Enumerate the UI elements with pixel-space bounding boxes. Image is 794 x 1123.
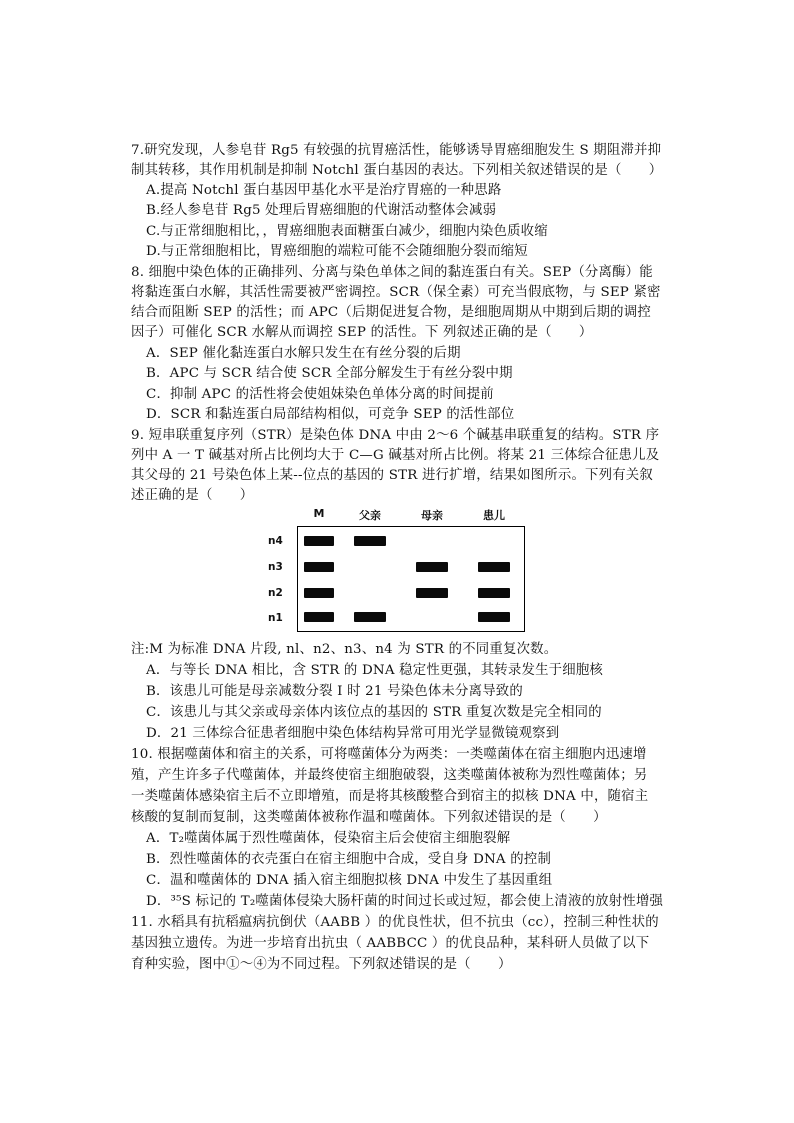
gel-lane-label-child: 患儿 [483,509,505,522]
q9-option-c: C．该患儿与其父亲或母亲体内该位点的基因的 STR 重复次数是完全相同的 [146,705,602,720]
q10-stem-line-4: 核酸的复制而复制，这类噬菌体被称作温和噬菌体。下列叙述错误的是（ ） [131,810,607,825]
q9-figure-note: 注:M 为标准 DNA 片段, nl、n2、n3、n4 为 STR 的不同重复次数。 [131,642,558,657]
gel-band-2-n3 [416,562,448,572]
gel-band-1-n4 [354,536,386,546]
q10-option-d: D．³⁵S 标记的 T₂噬菌体侵染大肠杆菌的时间过长或过短，都会使上清液的放射性增强 [146,894,664,909]
q10-stem-line-1: 10. 根据噬菌体和宿主的关系，可将噬菌体分为两类：一类噬菌体在宿主细胞内迅速增 [131,747,647,762]
gel-lane-label-father: 父亲 [359,509,381,522]
q9-stem-line-1: 9. 短串联重复序列（STR）是染色体 DNA 中由 2～6 个碱基串联重复的结构。STR 序 [131,428,660,443]
gel-band-0-n3 [304,562,334,572]
q9-option-b: B．该患儿可能是母亲减数分裂 I 时 21 号染色体未分离导致的 [146,684,523,699]
q10-option-b: B．烈性噬菌体的衣壳蛋白在宿主细胞中合成，受自身 DNA 的控制 [146,852,552,867]
gel-row-label-n2: n2 [268,587,283,599]
q8-stem-line-3: 结合而阻断 SEP 的活性；而 APC（后期促进复合物，是细胞周期从中期到后期的调控 [131,305,651,320]
q8-stem-line-2: 将黏连蛋白水解，其活性需要被严密调控。SCR（保全素）可充当假底物，与 SEP 紧密 [131,285,661,300]
gel-band-1-n1 [354,612,386,622]
q8-option-b: B．APC 与 SCR 结合使 SCR 全部分解发生于有丝分裂中期 [146,366,513,381]
gel-band-3-n2 [478,588,510,598]
gel-electrophoresis-figure [297,526,525,632]
q10-stem-line-2: 殖，产生许多子代噬菌体，并最终使宿主细胞破裂，这类噬菌体被称为烈性噬菌体；另 [131,768,648,783]
q10-option-a: A．T₂噬菌体属于烈性噬菌体，侵染宿主后会使宿主细胞裂解 [146,831,511,846]
q9-option-a: A．与等长 DNA 相比，含 STR 的 DNA 稳定性更强，其转录发生于细胞核 [146,663,604,678]
q8-stem-line-4: 因子）可催化 SCR 水解从而调控 SEP 的活性。下 列叙述正确的是（ ） [131,325,593,340]
gel-lane-label-mother: 母亲 [421,509,443,522]
q7-stem-line-1: 7.研究发现，人参皂苷 Rg5 有较强的抗胃癌活性，能够诱导胃癌细胞发生 S 期阻滞并抑 [131,143,662,158]
gel-band-0-n4 [304,536,334,546]
q8-option-a: A．SEP 催化黏连蛋白水解只发生在有丝分裂的后期 [146,346,461,361]
gel-band-2-n2 [416,588,448,598]
gel-lane-label-m: M [313,507,325,520]
q11-stem-line-2: 基因独立遗传。为进一步培育出抗虫（ AABBCC ）的优良品种，某科研人员做了以下 [131,936,650,951]
q7-option-d: D.与正常细胞相比，胃癌细胞的端粒可能不会随细胞分裂而缩短 [146,244,528,259]
gel-row-label-n1: n1 [268,612,283,624]
q9-stem-line-2: 列中 A 一 T 碱基对所占比例均大于 C—G 碱基对所占比例。将某 21 三体综合征患儿及 [131,448,660,463]
q9-option-d: D．21 三体综合征患者细胞中染色体结构异常可用光学显微镜观察到 [146,726,560,741]
gel-band-3-n3 [478,562,510,572]
q10-option-c: C．温和噬菌体的 DNA 插入宿主细胞拟核 DNA 中发生了基因重组 [146,873,553,888]
q10-stem-line-3: 一类噬菌体感染宿主后不立即增殖，而是将其核酸整合到宿主的拟核 DNA 中，随宿主 [131,789,649,804]
q7-option-a: A.提高 Notchl 蛋白基因甲基化水平是治疗胃癌的一种思路 [146,183,502,198]
q8-stem-line-1: 8. 细胞中染色体的正确排列、分离与染色单体之间的黏连蛋白有关。SEP（分离酶）能 [131,265,653,280]
q7-option-c: C.与正常细胞相比，，胃癌细胞表面糖蛋白减少，细胞内染色质收缩 [146,224,548,239]
q7-stem-line-2: 制其转移，其作用机制是抑制 Notchl 蛋白基因的表达。下列相关叙述错误的是（ ） [131,163,663,178]
q7-option-b: B.经人参皂苷 Rg5 处理后胃癌细胞的代谢活动整体会减弱 [146,203,497,218]
gel-band-0-n1 [304,612,334,622]
q9-stem-line-4: 述正确的是（ ） [131,488,254,503]
gel-band-0-n2 [304,588,334,598]
q11-stem-line-3: 育种实验，图中①～④为不同过程。下列叙述错误的是（ ） [131,957,512,972]
q11-stem-line-1: 11. 水稻具有抗稻瘟病抗倒伏（AABB ）的优良性状，但不抗虫（cc），控制三种性状的 [131,915,659,930]
gel-row-label-n3: n3 [268,561,283,573]
q8-option-d: D．SCR 和黏连蛋白局部结构相似，可竞争 SEP 的活性部位 [146,407,515,422]
q9-stem-line-3: 其父母的 21 号染色体上某--位点的基因的 STR 进行扩增，结果如图所示。下列有关叙 [131,468,653,483]
gel-band-3-n1 [478,612,510,622]
gel-row-label-n4: n4 [268,535,283,547]
q8-option-c: C．抑制 APC 的活性将会使姐妹染色单体分离的时间提前 [146,387,494,402]
